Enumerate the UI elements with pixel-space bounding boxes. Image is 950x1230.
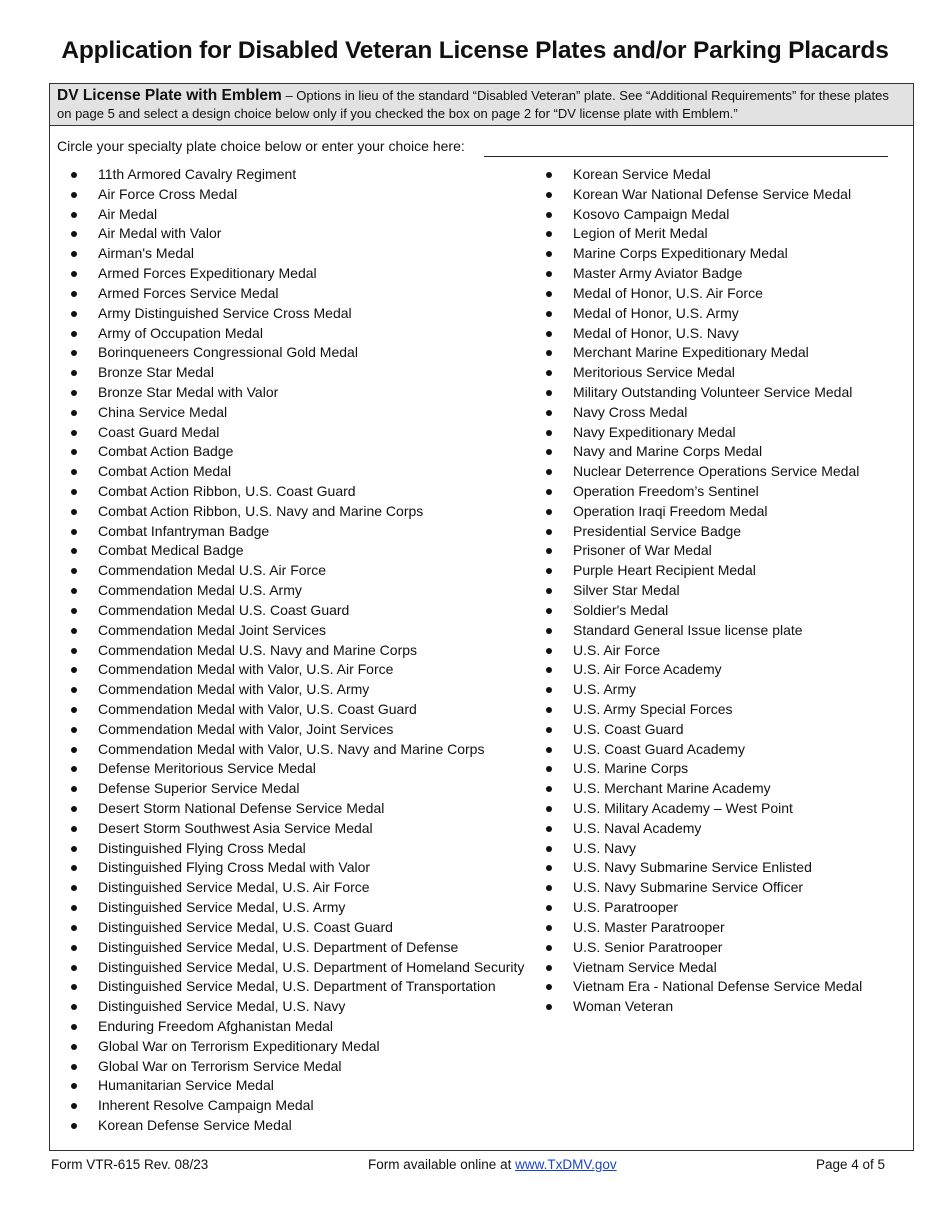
- plate-option-label: Air Medal with Valor: [98, 225, 222, 242]
- plate-option[interactable]: [525, 719, 910, 739]
- plate-option-label: Commendation Medal with Valor, U.S. Air Force: [98, 661, 394, 678]
- bullet-icon: [546, 588, 552, 594]
- bullet-icon: [71, 251, 77, 257]
- plate-option-label: U.S. Merchant Marine Academy: [573, 780, 771, 797]
- plate-option-label: Commendation Medal Joint Services: [98, 621, 326, 638]
- bullet-icon: [71, 509, 77, 515]
- plate-option-label: Commendation Medal with Valor, Joint Services: [98, 720, 394, 737]
- plate-option[interactable]: [50, 560, 530, 580]
- plate-option[interactable]: [50, 1016, 530, 1036]
- page-title: Application for Disabled Veteran License Plates and/or Parking Placards: [61, 37, 889, 64]
- plate-option-label: Armed Forces Service Medal: [98, 284, 279, 301]
- plate-option-label: Soldier's Medal: [573, 601, 669, 618]
- plate-option[interactable]: [525, 461, 910, 481]
- plate-option[interactable]: [525, 778, 910, 798]
- plate-option[interactable]: [525, 243, 910, 263]
- bullet-icon: [71, 489, 77, 495]
- bullet-icon: [71, 826, 77, 832]
- bullet-icon: [71, 865, 77, 871]
- plate-option-label: Operation Freedom’s Sentinel: [573, 483, 759, 499]
- plate-option[interactable]: [525, 957, 910, 977]
- bullet-icon: [71, 370, 77, 376]
- bullet-icon: [71, 410, 77, 416]
- plate-option[interactable]: [50, 1036, 530, 1056]
- bullet-icon: [546, 925, 552, 931]
- plate-option-label: U.S. Coast Guard Academy: [573, 740, 745, 757]
- plate-option-label: Merchant Marine Expeditionary Medal: [573, 344, 809, 361]
- plate-option[interactable]: [525, 857, 910, 877]
- plate-option[interactable]: [525, 263, 910, 283]
- bullet-icon: [546, 568, 552, 574]
- plate-option-label: U.S. Army: [573, 681, 637, 698]
- plate-option[interactable]: [50, 540, 530, 560]
- bullet-icon: [71, 390, 77, 396]
- plate-option[interactable]: [525, 223, 910, 243]
- plate-options-left-column: [50, 164, 530, 1135]
- bullet-icon: [546, 786, 552, 792]
- bullet-icon: [71, 687, 77, 693]
- bullet-icon: [546, 826, 552, 832]
- plate-option-label: Combat Action Badge: [98, 443, 234, 460]
- plate-option[interactable]: [525, 560, 910, 580]
- bullet-icon: [71, 311, 77, 317]
- bullet-icon: [71, 766, 77, 772]
- plate-option-label: Distinguished Service Medal, U.S. Department of Defense: [98, 938, 459, 955]
- plate-option-label: Army Distinguished Service Cross Medal: [98, 304, 352, 321]
- plate-option[interactable]: [50, 917, 530, 937]
- bullet-icon: [546, 350, 552, 356]
- plate-option[interactable]: [50, 937, 530, 957]
- plate-option[interactable]: [525, 917, 910, 937]
- plate-option[interactable]: [525, 422, 910, 442]
- plate-option[interactable]: [50, 1056, 530, 1076]
- plate-option-label: Distinguished Service Medal, U.S. Air Force: [98, 879, 370, 896]
- plate-option-label: U.S. Coast Guard: [573, 720, 684, 737]
- bullet-icon: [546, 548, 552, 554]
- plate-option[interactable]: [525, 659, 910, 679]
- bullet-icon: [71, 1064, 77, 1070]
- bullet-icon: [546, 727, 552, 733]
- bullet-icon: [71, 984, 77, 990]
- form-id: Form VTR-615 Rev. 08/23: [51, 1157, 209, 1172]
- plate-option-label: Desert Storm National Defense Service Medal: [98, 800, 385, 816]
- plate-option[interactable]: [50, 481, 530, 501]
- bullet-icon: [546, 469, 552, 475]
- plate-option-label: Medal of Honor, U.S. Navy: [573, 324, 739, 341]
- bullet-icon: [71, 786, 77, 792]
- plate-option[interactable]: [525, 877, 910, 897]
- bullet-icon: [546, 687, 552, 693]
- plate-option-label: U.S. Army Special Forces: [573, 700, 733, 717]
- choice-entry-line[interactable]: [484, 156, 888, 157]
- plate-option[interactable]: [525, 897, 910, 917]
- plate-option-label: Defense Meritorious Service Medal: [98, 760, 316, 777]
- bullet-icon: [71, 548, 77, 554]
- plate-option-label: Defense Superior Service Medal: [98, 780, 300, 797]
- plate-option[interactable]: [525, 580, 910, 600]
- plate-option[interactable]: [50, 620, 530, 640]
- plate-option[interactable]: [525, 164, 910, 184]
- plate-option[interactable]: [50, 580, 530, 600]
- plate-option[interactable]: [50, 818, 530, 838]
- plate-option[interactable]: [50, 679, 530, 699]
- plate-option[interactable]: [525, 620, 910, 640]
- plate-option-label: Nuclear Deterrence Operations Service Medal: [573, 463, 860, 480]
- plate-option-label: Distinguished Service Medal, U.S. Navy: [98, 998, 346, 1015]
- plate-option[interactable]: [50, 877, 530, 897]
- plate-option-label: Airman's Medal: [98, 245, 195, 262]
- plate-option-label: Distinguished Service Medal, U.S. Army: [98, 899, 346, 916]
- bullet-icon: [71, 1123, 77, 1129]
- plate-option-label: Kosovo Campaign Medal: [573, 205, 730, 222]
- plate-option-label: U.S. Navy: [573, 839, 637, 856]
- bullet-icon: [71, 430, 77, 436]
- bullet-icon: [71, 192, 77, 198]
- plate-option[interactable]: [525, 303, 910, 323]
- bullet-icon: [71, 965, 77, 971]
- bullet-icon: [71, 449, 77, 455]
- bullet-icon: [71, 905, 77, 911]
- plate-option[interactable]: [525, 937, 910, 957]
- bullet-icon: [71, 707, 77, 713]
- bullet-icon: [546, 707, 552, 713]
- bullet-icon: [546, 667, 552, 673]
- plate-option-label: Purple Heart Recipient Medal: [573, 562, 756, 579]
- bullet-icon: [546, 172, 552, 178]
- plate-option-label: Legion of Merit Medal: [573, 225, 708, 242]
- bullet-icon: [71, 1103, 77, 1109]
- bullet-icon: [71, 608, 77, 614]
- plate-option-label: China Service Medal: [98, 403, 228, 420]
- section-heading: DV License Plate with Emblem: [57, 87, 282, 104]
- bullet-icon: [546, 430, 552, 436]
- plate-option[interactable]: [50, 501, 530, 521]
- plate-option[interactable]: [50, 303, 530, 323]
- plate-option-label: Master Army Aviator Badge: [573, 265, 743, 282]
- plate-option[interactable]: [50, 342, 530, 362]
- bullet-icon: [71, 806, 77, 812]
- plate-option[interactable]: [525, 996, 910, 1016]
- plate-option-label: Presidential Service Badge: [573, 522, 742, 539]
- plate-option-label: U.S. Military Academy – West Point: [573, 800, 793, 816]
- bullet-icon: [546, 965, 552, 971]
- plate-option[interactable]: [50, 1075, 530, 1095]
- bullet-icon: [71, 925, 77, 931]
- plate-option-label: Navy and Marine Corps Medal: [573, 443, 763, 460]
- plate-option-label: Standard General Issue license plate: [573, 621, 803, 638]
- bullet-icon: [71, 945, 77, 951]
- plate-option[interactable]: [50, 382, 530, 402]
- plate-option-label: Combat Action Medal: [98, 463, 232, 480]
- bullet-icon: [546, 311, 552, 317]
- bullet-icon: [71, 1083, 77, 1089]
- plate-option[interactable]: [50, 957, 530, 977]
- plate-option[interactable]: [525, 818, 910, 838]
- bullet-icon: [71, 667, 77, 673]
- plate-option-label: Coast Guard Medal: [98, 423, 220, 440]
- plate-option-label: U.S. Senior Paratrooper: [573, 938, 723, 955]
- bullet-icon: [546, 449, 552, 455]
- plate-option[interactable]: [50, 402, 530, 422]
- plate-option[interactable]: [525, 699, 910, 719]
- plate-emblem-section: [49, 83, 914, 1151]
- bullet-icon: [546, 984, 552, 990]
- bullet-icon: [71, 628, 77, 634]
- plate-option[interactable]: [50, 976, 530, 996]
- plate-option-label: Marine Corps Expeditionary Medal: [573, 245, 788, 262]
- bullet-icon: [71, 529, 77, 535]
- bullet-icon: [546, 410, 552, 416]
- plate-option[interactable]: [525, 501, 910, 521]
- bullet-icon: [71, 846, 77, 852]
- bullet-icon: [546, 1004, 552, 1010]
- plate-option[interactable]: [525, 798, 910, 818]
- plate-option-label: Borinqueneers Congressional Gold Medal: [98, 344, 358, 361]
- plate-option[interactable]: [50, 897, 530, 917]
- plate-option[interactable]: [525, 441, 910, 461]
- plate-option[interactable]: [50, 857, 530, 877]
- plate-option-label: Combat Action Ribbon, U.S. Navy and Marine Corps: [98, 502, 424, 519]
- choice-prompt: Circle your specialty plate choice below or enter your choice here:: [57, 138, 465, 154]
- plate-option[interactable]: [50, 778, 530, 798]
- plate-option[interactable]: [50, 640, 530, 660]
- plate-option-label: Meritorious Service Medal: [573, 364, 735, 381]
- bullet-icon: [546, 766, 552, 772]
- plate-option[interactable]: [525, 838, 910, 858]
- bullet-icon: [546, 865, 552, 871]
- plate-option[interactable]: [50, 164, 530, 184]
- bullet-icon: [71, 1024, 77, 1030]
- bullet-icon: [546, 271, 552, 277]
- plate-option-label: Commendation Medal U.S. Coast Guard: [98, 601, 350, 618]
- plate-option-label: Korean Defense Service Medal: [98, 1117, 292, 1133]
- plate-option[interactable]: [525, 382, 910, 402]
- bullet-icon: [546, 628, 552, 634]
- plate-option-label: Humanitarian Service Medal: [98, 1077, 274, 1094]
- availability-note: [368, 1156, 617, 1174]
- plate-option-label: Distinguished Flying Cross Medal: [98, 839, 306, 856]
- plate-option-label: Vietnam Era - National Defense Service Medal: [573, 978, 863, 995]
- bullet-icon: [546, 529, 552, 535]
- bullet-icon: [71, 588, 77, 594]
- plate-option-label: U.S. Air Force: [573, 641, 661, 658]
- plate-option[interactable]: [525, 204, 910, 224]
- bullet-icon: [546, 846, 552, 852]
- plate-option-label: Medal of Honor, U.S. Army: [573, 304, 739, 321]
- bullet-icon: [71, 1044, 77, 1050]
- plate-option-label: U.S. Air Force Academy: [573, 661, 722, 678]
- plate-option[interactable]: [50, 600, 530, 620]
- plate-option[interactable]: [50, 204, 530, 224]
- plate-option-label: U.S. Navy Submarine Service Officer: [573, 879, 804, 896]
- plate-option[interactable]: [50, 1115, 530, 1135]
- bullet-icon: [71, 747, 77, 753]
- bullet-icon: [546, 251, 552, 257]
- bullet-icon: [71, 172, 77, 178]
- plate-option-label: Commendation Medal with Valor, U.S. Navy and Marine Corps: [98, 740, 485, 757]
- plate-option-label: Distinguished Flying Cross Medal with Valor: [98, 859, 371, 876]
- plate-option-label: Korean War National Defense Service Medal: [573, 185, 852, 202]
- plate-option-label: Combat Medical Badge: [98, 542, 244, 559]
- plate-option-label: Operation Iraqi Freedom Medal: [573, 502, 768, 519]
- plate-option[interactable]: [50, 441, 530, 461]
- bullet-icon: [546, 370, 552, 376]
- plate-option[interactable]: [50, 283, 530, 303]
- bullet-icon: [546, 945, 552, 951]
- plate-option[interactable]: [525, 521, 910, 541]
- plate-option-label: Combat Infantryman Badge: [98, 522, 270, 539]
- plate-option-label: Military Outstanding Volunteer Service Medal: [573, 383, 853, 400]
- bullet-icon: [546, 291, 552, 297]
- plate-option[interactable]: [525, 342, 910, 362]
- plate-option-label: 11th Armored Cavalry Regiment: [98, 166, 297, 182]
- bullet-icon: [71, 568, 77, 574]
- plate-option-label: Navy Expeditionary Medal: [573, 423, 736, 440]
- bullet-icon: [71, 885, 77, 891]
- bullet-icon: [546, 509, 552, 515]
- plate-option[interactable]: [50, 996, 530, 1016]
- plate-option-label: Woman Veteran: [573, 998, 674, 1015]
- bullet-icon: [71, 291, 77, 297]
- plate-option[interactable]: [50, 838, 530, 858]
- plate-option-label: U.S. Naval Academy: [573, 819, 702, 836]
- bullet-icon: [546, 905, 552, 911]
- plate-option[interactable]: [525, 184, 910, 204]
- bullet-icon: [546, 192, 552, 198]
- plate-option[interactable]: [50, 758, 530, 778]
- plate-option-label: Combat Action Ribbon, U.S. Coast Guard: [98, 483, 356, 499]
- plate-option-label: Commendation Medal with Valor, U.S. Army: [98, 681, 370, 698]
- bullet-icon: [546, 608, 552, 614]
- plate-option-label: Enduring Freedom Afghanistan Medal: [98, 1017, 334, 1034]
- bullet-icon: [71, 469, 77, 475]
- plate-option[interactable]: [50, 461, 530, 481]
- plate-option-label: Commendation Medal U.S. Navy and Marine Corps: [98, 641, 418, 658]
- plate-option-label: Armed Forces Expeditionary Medal: [98, 265, 317, 282]
- page-number: Page 4 of 5: [816, 1157, 886, 1172]
- plate-option[interactable]: [50, 521, 530, 541]
- plate-option-label: Bronze Star Medal with Valor: [98, 383, 279, 400]
- plate-option[interactable]: [525, 283, 910, 303]
- bullet-icon: [546, 331, 552, 337]
- bullet-icon: [546, 489, 552, 495]
- plate-option-label: U.S. Marine Corps: [573, 760, 689, 777]
- availability-text: Form available online at: [368, 1157, 516, 1172]
- plate-option[interactable]: [525, 600, 910, 620]
- plate-option[interactable]: [50, 699, 530, 719]
- plate-option-label: Silver Star Medal: [573, 582, 680, 599]
- plate-option[interactable]: [525, 402, 910, 422]
- plate-option-label: Desert Storm Southwest Asia Service Medal: [98, 819, 373, 836]
- bullet-icon: [546, 648, 552, 654]
- bullet-icon: [71, 727, 77, 733]
- section-intro: – Options in lieu of the standard “Disabled Veteran” plate. See “Additional Requirements” for these plates on page 5 and select a design choice below only if you checked the box on page 2 for “DV license plate with Emblem.”: [57, 88, 889, 121]
- bullet-icon: [546, 231, 552, 237]
- plate-option-label: U.S. Paratrooper: [573, 899, 679, 916]
- bullet-icon: [546, 747, 552, 753]
- plate-option[interactable]: [525, 679, 910, 699]
- plate-option-label: Bronze Star Medal: [98, 364, 214, 381]
- plate-option-label: Distinguished Service Medal, U.S. Department of Homeland Security: [98, 958, 525, 975]
- plate-option[interactable]: [525, 640, 910, 660]
- plate-option[interactable]: [525, 540, 910, 560]
- plate-option-label: Inherent Resolve Campaign Medal: [98, 1097, 314, 1114]
- plate-option[interactable]: [50, 184, 530, 204]
- plate-option[interactable]: [50, 223, 530, 243]
- plate-option-label: Army of Occupation Medal: [98, 324, 263, 341]
- plate-option-label: Korean Service Medal: [573, 166, 711, 182]
- plate-option-label: U.S. Navy Submarine Service Enlisted: [573, 859, 812, 876]
- plate-option-label: Commendation Medal U.S. Air Force: [98, 562, 326, 579]
- section-header: [50, 84, 913, 126]
- plate-option[interactable]: [525, 362, 910, 382]
- plate-option[interactable]: [50, 422, 530, 442]
- bullet-icon: [546, 885, 552, 891]
- plate-option-label: Prisoner of War Medal: [573, 542, 712, 559]
- plate-option-label: Commendation Medal U.S. Army: [98, 582, 302, 599]
- plate-option[interactable]: [525, 739, 910, 759]
- plate-option[interactable]: [50, 263, 530, 283]
- plate-option[interactable]: [525, 323, 910, 343]
- plate-option[interactable]: [50, 798, 530, 818]
- bullet-icon: [546, 806, 552, 812]
- plate-option[interactable]: [50, 362, 530, 382]
- plate-option[interactable]: [525, 481, 910, 501]
- plate-option-label: Navy Cross Medal: [573, 403, 688, 420]
- plate-option[interactable]: [50, 719, 530, 739]
- txdmv-link[interactable]: www.TxDMV.gov: [515, 1157, 617, 1172]
- plate-option-label: Air Force Cross Medal: [98, 185, 238, 202]
- plate-option-label: Distinguished Service Medal, U.S. Coast Guard: [98, 918, 393, 935]
- plate-option[interactable]: [50, 659, 530, 679]
- bullet-icon: [546, 212, 552, 218]
- bullet-icon: [71, 648, 77, 654]
- plate-option[interactable]: [50, 323, 530, 343]
- bullet-icon: [546, 390, 552, 396]
- plate-options-right-column: [525, 164, 910, 1016]
- plate-option-label: U.S. Master Paratrooper: [573, 918, 725, 935]
- bullet-icon: [71, 350, 77, 356]
- plate-option-label: Commendation Medal with Valor, U.S. Coast Guard: [98, 700, 417, 717]
- plate-option-label: Air Medal: [98, 205, 158, 222]
- plate-option-label: Vietnam Service Medal: [573, 958, 717, 975]
- bullet-icon: [71, 271, 77, 277]
- plate-option[interactable]: [525, 758, 910, 778]
- plate-option-label: Distinguished Service Medal, U.S. Department of Transportation: [98, 978, 496, 995]
- bullet-icon: [71, 212, 77, 218]
- bullet-icon: [71, 331, 77, 337]
- bullet-icon: [71, 231, 77, 237]
- plate-option-label: Medal of Honor, U.S. Air Force: [573, 284, 763, 301]
- plate-option-label: Global War on Terrorism Service Medal: [98, 1057, 342, 1074]
- plate-option[interactable]: [50, 739, 530, 759]
- plate-option[interactable]: [50, 1095, 530, 1115]
- plate-option[interactable]: [525, 976, 910, 996]
- plate-option-label: Global War on Terrorism Expeditionary Medal: [98, 1037, 380, 1054]
- plate-option[interactable]: [50, 243, 530, 263]
- bullet-icon: [71, 1004, 77, 1010]
